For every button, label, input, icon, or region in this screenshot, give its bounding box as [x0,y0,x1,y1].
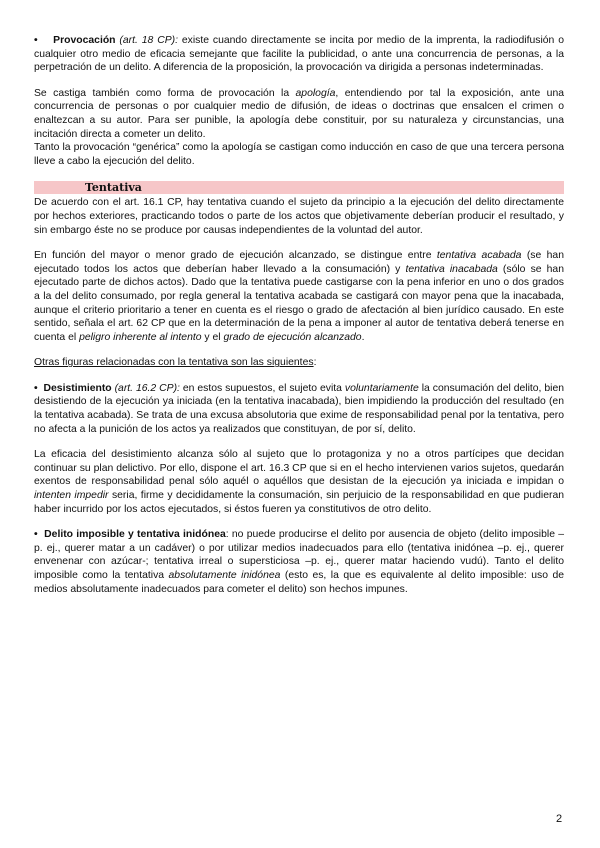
desistimiento-text-a: en estos supuestos, el sujeto evita [179,382,345,394]
voluntariamente-term: voluntariamente [344,382,419,394]
imposible-text-b: (esto es, la que es equivalente al delito imposible: uso de medios absolutamente inadecuados para cometer el delito) son hechos impunes. [34,570,565,595]
section-title: Tentativa [85,181,142,195]
tentativa-grados-paragraph [34,249,564,344]
page-number: 2 [556,813,563,825]
bullet: • [34,382,38,394]
provocacion-ref: (art. 18 CP): [119,35,178,46]
eficacia-text-a: La eficacia del desistimiento alcanza sólo al sujeto que lo protagoniza y no a otros partícipes que decidan continuar su plan delictivo. Por ello, dispone el art. 16.3 CP que si en el hecho intervienen varios sujetos, quedarán exentos de responsabilidad penal sólo aquél o aquéllos que desistan de la ejecución ya iniciada e impidan o [34,449,564,488]
peligro-term: peligro inherente al intento [79,331,202,343]
desistimiento-ref: (art. 16.2 CP): [111,382,180,394]
document-page [34,34,564,608]
delito-imposible-paragraph [34,528,564,596]
tentativa-definition-paragraph: De acuerdo con el art. 16.1 CP, hay tentativa cuando el sujeto da principio a la ejecución del delito directamente por hechos exteriores, practicando todos o parte de los actos que objetivamente deberían producir el resultado, y sin embargo éste no se produce por causas independientes de la voluntad del autor. [34,197,564,236]
desistimiento-term: Desistimiento [43,382,112,394]
desistimiento-text-b: la consumación del delito, bien desistiendo de la ejecución ya iniciada (en la tentativa inacabada), bien impidiendo la producción del resultado (en la tentativa acabada). Se trata de una excusa absolutoria que exime de responsabilidad penal por la tentativa, pero no afecta a la punición de los actos ya realizados que constituyan, de por sí, delito. [34,382,565,435]
apologia-paragraph [34,87,564,141]
apologia-term: apología [295,87,336,99]
apologia-text-a: Se castiga también como forma de provocación la [34,87,296,99]
tentativa-text-a: En función del mayor o menor grado de ejecución alcanzado, se distingue entre [34,250,437,262]
tentativa-text-c: (sólo se han ejecutado parte de dichos actos). Dado que la tentativa puede castigarse con la pena inferior en uno o dos grados a la del delito consumado, por regla general la tentativa acabada se castigará con mayor pena que la inacabada, aunque el criterio prioritario a tener en cuenta es el riesgo o grado de afectación al bien jurídico causado. En este sentido, señala el art. 62 CP que en la determinación de la pena a imponer al autor de tentativa deberá tenerse en cuenta el [34,263,564,343]
bullet: • [34,35,38,46]
intenten-impedir-term: intenten impedir [34,490,109,502]
otras-heading-colon: : [313,357,317,369]
eficacia-text-b: seria, firme y decididamente la consumación, sin perjuicio de la responsabilidad en que pudieran haber incurrido por los actos ejecutados, si éstos fueren ya constitutivos de otro delito. [34,490,564,515]
tentativa-text-b: (se han ejecutado todos los actos que deberían haber llevado a la consumación) y [34,250,564,275]
tentativa-text-e: . [361,331,365,343]
tentativa-inacabada-term: tentativa inacabada [405,263,498,275]
provocacion-term: Provocación [53,35,116,46]
otras-heading-text: Otras figuras relacionadas con la tentativa son las siguientes [34,357,314,369]
otras-figuras-heading [34,356,564,370]
imposible-text-a: : no puede producirse el delito por ausencia de objeto (delito imposible –p. ej., querer matar a un cadáver) o por utilizar medios inadecuados para ello (tentativa inidónea –p. ej., querer envenenar con azúcar-; tentativa irreal o supersticiosa –p. ej., querer matar haciendo vudú). Tanto el delito imposible como la tentativa [34,529,565,581]
provocacion-text: existe cuando directamente se incita por medio de la imprenta, la radiodifusión o cualquier otro medio de eficacia semejante que facilite la publicidad, o ante una concurrencia de personas, a la perpetración de un delito. A diferencia de la proposición, la provocación va dirigida a personas indeterminadas. [34,35,564,74]
delito-imposible-term: Delito imposible y tentativa inidónea [44,529,226,541]
grado-term: grado de ejecución alcanzado [223,331,362,343]
section-header-tentativa [34,181,564,194]
tentativa-acabada-term: tentativa acabada [436,250,522,262]
absolutamente-inidonea-term: absolutamente inidónea [168,570,281,581]
apologia-induccion-paragraph: Tanto la provocación “genérica” como la apología se castigan como inducción en caso de que una tercera persona lleve a cabo la ejecución del delito. [34,142,564,167]
bullet: • [34,529,38,541]
desistimiento-eficacia-paragraph [34,448,564,516]
tentativa-text-d: y el [201,331,224,343]
provocacion-paragraph [34,34,564,75]
desistimiento-paragraph [34,382,564,436]
apologia-text-b: , entendiendo por tal la exposición, ante una concurrencia de personas o por cualquier medio de difusión, de ideas o doctrinas que ensalcen el crimen o enaltezcan a su autor. Para ser punible, la apología debe constituir, por su naturaleza y circunstancias, una incitación directa a cometer un delito. [34,87,564,140]
